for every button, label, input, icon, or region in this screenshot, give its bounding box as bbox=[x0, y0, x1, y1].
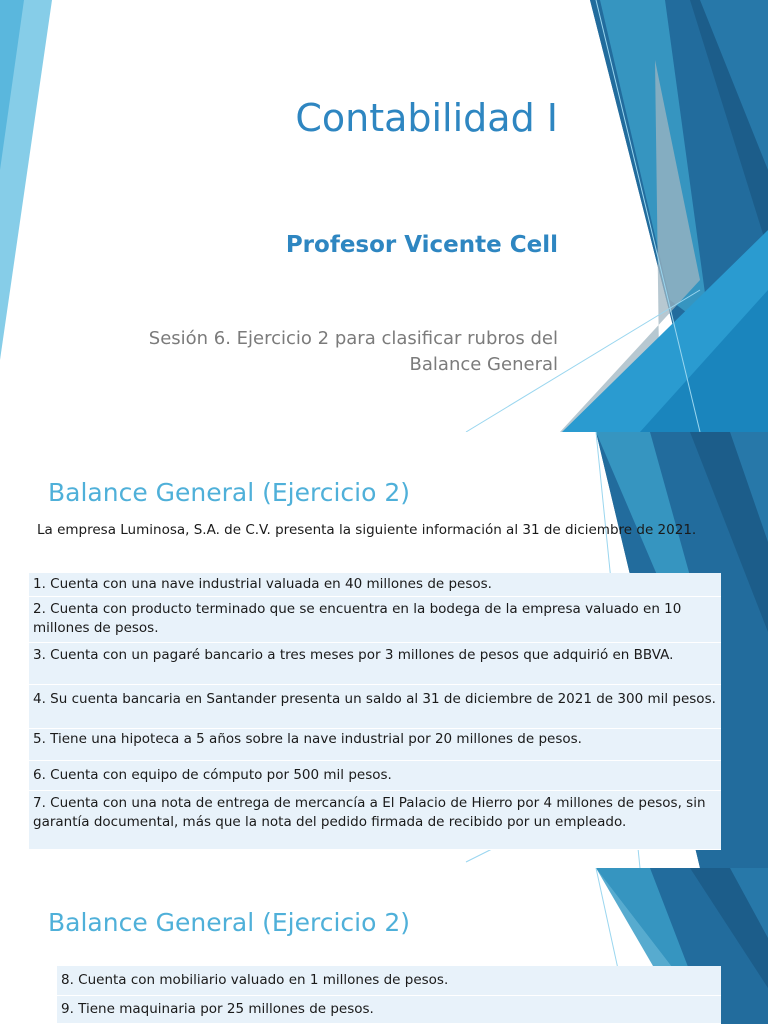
list-item: 4. Su cuenta bancaria en Santander presenta un saldo al 31 de diciembre de 2021 de 300 mil pesos. bbox=[29, 685, 721, 729]
list-item: 3. Cuenta con un pagaré bancario a tres meses por 3 millones de pesos que adquirió en BBVA. bbox=[29, 643, 721, 685]
exercise-list bbox=[29, 573, 721, 850]
session-description: Sesión 6. Ejercicio 2 para clasificar rubros del Balance General bbox=[148, 328, 558, 375]
presenter-name: Profesor Vicente Cell bbox=[285, 232, 558, 258]
list-item: 1. Cuenta con una nave industrial valuada en 40 millones de pesos. bbox=[29, 573, 721, 597]
list-item: 2. Cuenta con producto terminado que se encuentra en la bodega de la empresa valuado en 10 millones de pesos. bbox=[29, 597, 721, 643]
list-item: 5. Tiene una hipoteca a 5 años sobre la nave industrial por 20 millones de pesos. bbox=[29, 729, 721, 761]
slide-title: Balance General (Ejercicio 2) bbox=[48, 908, 411, 937]
exercise-list bbox=[57, 966, 721, 1024]
list-item: 7. Cuenta con una nota de entrega de mercancía a El Palacio de Hierro por 4 millones de pesos, sin garantía documental, más que la nota del pedido firmada de recibido por un empleado. bbox=[29, 791, 721, 850]
slide-title: Balance General (Ejercicio 2) bbox=[48, 478, 411, 507]
presentation-title: Contabilidad I bbox=[295, 96, 558, 140]
list-item: 8. Cuenta con mobiliario valuado en 1 millones de pesos. bbox=[57, 966, 721, 996]
exercise-intro: La empresa Luminosa, S.A. de C.V. presenta la siguiente información al 31 de diciembre de 2021. bbox=[37, 522, 697, 538]
title-slide bbox=[0, 0, 768, 432]
list-item: 9. Tiene maquinaria por 25 millones de pesos. bbox=[57, 996, 721, 1024]
list-item: 6. Cuenta con equipo de cómputo por 500 mil pesos. bbox=[29, 761, 721, 791]
exercise-slide-2 bbox=[0, 868, 768, 1024]
exercise-slide-1 bbox=[0, 432, 768, 868]
